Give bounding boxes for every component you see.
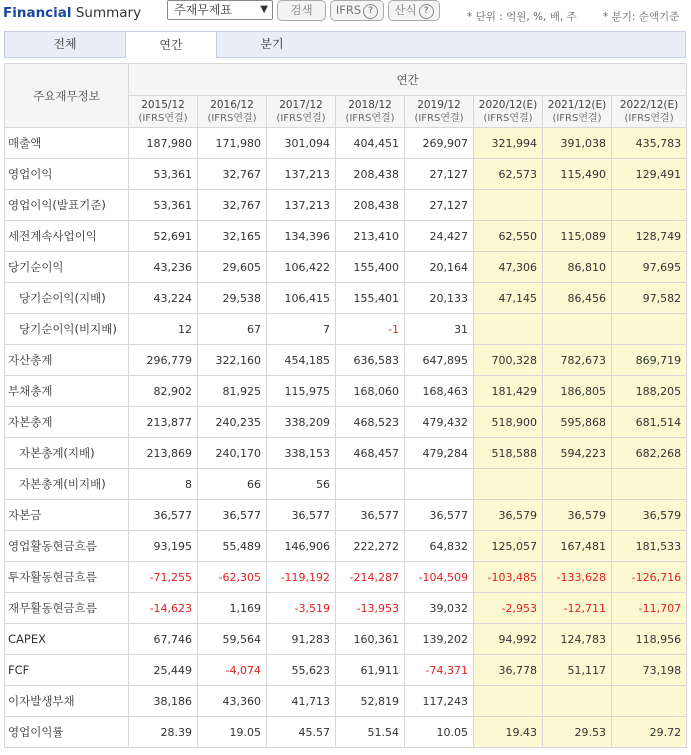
table-cell: 168,463: [405, 376, 474, 407]
column-basis: (IFRS연결): [207, 112, 257, 124]
column-basis: (IFRS연결): [624, 112, 674, 124]
table-cell: 45.57: [267, 717, 336, 748]
table-cell: 73,198: [612, 655, 687, 686]
table-cell: 38,186: [129, 686, 198, 717]
table-cell: 36,577: [405, 500, 474, 531]
column-period: 2020/12(E): [478, 98, 538, 111]
table-cell: 1,169: [198, 593, 267, 624]
table-cell: 117,243: [405, 686, 474, 717]
table-row: [5, 469, 687, 500]
table-cell: 43,236: [129, 252, 198, 283]
table-cell: 213,869: [129, 438, 198, 469]
table-cell: [612, 314, 687, 345]
row-label: 당기순이익(지배): [5, 283, 129, 314]
table-cell: 338,209: [267, 407, 336, 438]
table-cell: [474, 314, 543, 345]
table-cell: 115,975: [267, 376, 336, 407]
table-cell: 8: [129, 469, 198, 500]
table-cell: 682,268: [612, 438, 687, 469]
table-cell: 28.39: [129, 717, 198, 748]
table-cell: 139,202: [405, 624, 474, 655]
table-row: [5, 407, 687, 438]
table-cell: 86,810: [543, 252, 612, 283]
table-cell: 160,361: [336, 624, 405, 655]
table-cell: 137,213: [267, 190, 336, 221]
statement-type-value: 주재무제표: [174, 3, 232, 17]
table-cell: 97,695: [612, 252, 687, 283]
table-cell: 55,623: [267, 655, 336, 686]
row-label: 자본총계: [5, 407, 129, 438]
row-label: 투자활동현금흐름: [5, 562, 129, 593]
table-row: [5, 562, 687, 593]
table-cell: 404,451: [336, 128, 405, 159]
table-cell: 36,577: [129, 500, 198, 531]
table-row: [5, 159, 687, 190]
table-cell: 171,980: [198, 128, 267, 159]
table-cell: 106,422: [267, 252, 336, 283]
tab-quarterly[interactable]: 분기: [260, 37, 284, 51]
column-header: [336, 96, 405, 128]
table-cell: 47,306: [474, 252, 543, 283]
table-cell: 61,911: [336, 655, 405, 686]
column-period: 2015/12: [141, 98, 185, 111]
column-header: [474, 96, 543, 128]
column-header: [129, 96, 198, 128]
table-cell: 146,906: [267, 531, 336, 562]
table-cell: -3,519: [267, 593, 336, 624]
table-cell: 869,719: [612, 345, 687, 376]
table-cell: -4,074: [198, 655, 267, 686]
table-cell: 454,185: [267, 345, 336, 376]
table-cell: 36,579: [474, 500, 543, 531]
table-cell: [336, 469, 405, 500]
table-cell: 29.72: [612, 717, 687, 748]
table-cell: [543, 314, 612, 345]
table-cell: 155,401: [336, 283, 405, 314]
tab-annual[interactable]: 연간: [125, 31, 217, 58]
table-cell: 137,213: [267, 159, 336, 190]
table-cell: 51.54: [336, 717, 405, 748]
table-cell: 93,195: [129, 531, 198, 562]
table-cell: -71,255: [129, 562, 198, 593]
chevron-down-icon: ▼: [260, 4, 268, 15]
table-cell: 36,577: [198, 500, 267, 531]
table-cell: 43,360: [198, 686, 267, 717]
table-cell: 81,925: [198, 376, 267, 407]
fiscal-note: * 분기: 순액기준: [603, 11, 680, 23]
table-row: [5, 221, 687, 252]
table-cell: 115,490: [543, 159, 612, 190]
period-tabs: [4, 31, 686, 58]
table-row: [5, 593, 687, 624]
table-cell: 518,588: [474, 438, 543, 469]
table-cell: 700,328: [474, 345, 543, 376]
row-label: CAPEX: [5, 624, 129, 655]
table-cell: [543, 686, 612, 717]
table-row: [5, 438, 687, 469]
table-cell: 681,514: [612, 407, 687, 438]
row-label: 당기순이익: [5, 252, 129, 283]
help-icon: ?: [363, 4, 378, 19]
table-cell: 7: [267, 314, 336, 345]
row-label: 자산총계: [5, 345, 129, 376]
table-cell: 208,438: [336, 190, 405, 221]
row-label: 세전계속사업이익: [5, 221, 129, 252]
table-cell: 32,767: [198, 190, 267, 221]
table-cell: 125,057: [474, 531, 543, 562]
financial-summary-table: [4, 63, 687, 748]
table-cell: 91,283: [267, 624, 336, 655]
column-period: 2021/12(E): [547, 98, 607, 111]
table-cell: 213,877: [129, 407, 198, 438]
table-cell: 94,992: [474, 624, 543, 655]
table-row: [5, 252, 687, 283]
table-cell: 595,868: [543, 407, 612, 438]
row-label: 매출액: [5, 128, 129, 159]
column-period: 2017/12: [279, 98, 323, 111]
table-cell: 29.53: [543, 717, 612, 748]
column-period: 2018/12: [348, 98, 392, 111]
table-cell: 31: [405, 314, 474, 345]
table-cell: -12,711: [543, 593, 612, 624]
table-cell: 25,449: [129, 655, 198, 686]
table-cell: 27,127: [405, 190, 474, 221]
table-cell: 62,550: [474, 221, 543, 252]
ifrs-button-label: IFRS: [335, 3, 362, 17]
table-cell: [612, 469, 687, 500]
table-cell: 32,165: [198, 221, 267, 252]
table-cell: 41,713: [267, 686, 336, 717]
table-cell: [474, 686, 543, 717]
table-row: [5, 717, 687, 748]
table-cell: -13,953: [336, 593, 405, 624]
table-cell: 181,429: [474, 376, 543, 407]
unit-note: * 단위 : 억원, %, 배, 주: [467, 11, 577, 23]
table-cell: [405, 469, 474, 500]
table-cell: 124,783: [543, 624, 612, 655]
table-cell: 67: [198, 314, 267, 345]
column-basis: (IFRS연결): [414, 112, 464, 124]
table-cell: 134,396: [267, 221, 336, 252]
table-cell: 115,089: [543, 221, 612, 252]
table-cell: 86,456: [543, 283, 612, 314]
table-cell: 24,427: [405, 221, 474, 252]
column-period: 2022/12(E): [619, 98, 679, 111]
table-cell: 168,060: [336, 376, 405, 407]
ifrs-button[interactable]: [330, 0, 384, 21]
column-header: [543, 96, 612, 128]
table-cell: [612, 190, 687, 221]
table-row: [5, 314, 687, 345]
table-cell: 29,605: [198, 252, 267, 283]
table-cell: 435,783: [612, 128, 687, 159]
table-cell: 479,432: [405, 407, 474, 438]
row-label: 당기순이익(비지배): [5, 314, 129, 345]
table-cell: 269,907: [405, 128, 474, 159]
table-cell: 59,564: [198, 624, 267, 655]
table-cell: 208,438: [336, 159, 405, 190]
table-cell: 106,415: [267, 283, 336, 314]
row-label: 영업활동현금흐름: [5, 531, 129, 562]
table-cell: 647,895: [405, 345, 474, 376]
table-cell: [543, 190, 612, 221]
table-row: [5, 283, 687, 314]
table-cell: [474, 469, 543, 500]
row-label: 재무활동현금흐름: [5, 593, 129, 624]
table-cell: 518,900: [474, 407, 543, 438]
formula-button-label: 산식: [394, 3, 417, 17]
toolbar: [0, 0, 691, 28]
row-label: 영업이익: [5, 159, 129, 190]
table-cell: 213,410: [336, 221, 405, 252]
column-basis: (IFRS연결): [345, 112, 395, 124]
table-cell: [474, 190, 543, 221]
table-cell: 19.43: [474, 717, 543, 748]
column-basis: (IFRS연결): [552, 112, 602, 124]
table-cell: -103,485: [474, 562, 543, 593]
table-cell: 43,224: [129, 283, 198, 314]
table-cell: 64,832: [405, 531, 474, 562]
table-cell: -214,287: [336, 562, 405, 593]
table-cell: 240,235: [198, 407, 267, 438]
table-cell: 62,573: [474, 159, 543, 190]
table-row: [5, 655, 687, 686]
row-label: 자본총계(비지배): [5, 469, 129, 500]
table-cell: -14,623: [129, 593, 198, 624]
table-cell: 36,577: [336, 500, 405, 531]
search-button[interactable]: [277, 0, 326, 21]
table-cell: 12: [129, 314, 198, 345]
table-row: [5, 500, 687, 531]
table-cell: 479,284: [405, 438, 474, 469]
table-cell: 39,032: [405, 593, 474, 624]
table-cell: -1: [336, 314, 405, 345]
formula-button[interactable]: [388, 0, 440, 21]
table-cell: [543, 469, 612, 500]
table-cell: 129,491: [612, 159, 687, 190]
corner-header: 주요재무정보: [5, 64, 129, 128]
table-cell: 187,980: [129, 128, 198, 159]
table-cell: 155,400: [336, 252, 405, 283]
page-title: [3, 5, 141, 21]
table-cell: 118,956: [612, 624, 687, 655]
table-cell: 47,145: [474, 283, 543, 314]
table-cell: -133,628: [543, 562, 612, 593]
row-label: 자본금: [5, 500, 129, 531]
table-row: [5, 531, 687, 562]
row-label: 영업이익(발표기준): [5, 190, 129, 221]
table-cell: 82,902: [129, 376, 198, 407]
table-cell: 181,533: [612, 531, 687, 562]
table-cell: 97,582: [612, 283, 687, 314]
table-cell: 66: [198, 469, 267, 500]
table-cell: 51,117: [543, 655, 612, 686]
table-row: [5, 686, 687, 717]
table-cell: 20,133: [405, 283, 474, 314]
table-cell: 167,481: [543, 531, 612, 562]
table-cell: 468,523: [336, 407, 405, 438]
row-label: 부채총계: [5, 376, 129, 407]
help-icon: ?: [419, 4, 434, 19]
row-label: FCF: [5, 655, 129, 686]
table-cell: 321,994: [474, 128, 543, 159]
table-cell: 36,577: [267, 500, 336, 531]
table-cell: [612, 686, 687, 717]
table-row: [5, 190, 687, 221]
column-header: [612, 96, 687, 128]
table-cell: 67,746: [129, 624, 198, 655]
row-label: 자본총계(지배): [5, 438, 129, 469]
search-button-label: 검색: [290, 3, 313, 17]
table-cell: 338,153: [267, 438, 336, 469]
table-cell: 636,583: [336, 345, 405, 376]
table-row: [5, 624, 687, 655]
column-header: [405, 96, 474, 128]
table-cell: -74,371: [405, 655, 474, 686]
table-cell: 52,691: [129, 221, 198, 252]
table-cell: 32,767: [198, 159, 267, 190]
statement-type-select[interactable]: [167, 0, 273, 20]
table-cell: 36,579: [612, 500, 687, 531]
table-cell: 56: [267, 469, 336, 500]
table-cell: -126,716: [612, 562, 687, 593]
title-part1: Financial: [3, 5, 72, 21]
tab-all[interactable]: 전체: [53, 37, 77, 51]
annual-group-header: 연간: [129, 64, 687, 96]
table-cell: 782,673: [543, 345, 612, 376]
table-cell: 36,579: [543, 500, 612, 531]
table-cell: 594,223: [543, 438, 612, 469]
table-cell: 322,160: [198, 345, 267, 376]
table-cell: 10.05: [405, 717, 474, 748]
table-cell: 55,489: [198, 531, 267, 562]
table-row: [5, 376, 687, 407]
table-cell: 301,094: [267, 128, 336, 159]
table-cell: -62,305: [198, 562, 267, 593]
table-cell: 29,538: [198, 283, 267, 314]
row-label: 영업이익률: [5, 717, 129, 748]
row-label: 이자발생부채: [5, 686, 129, 717]
column-basis: (IFRS연결): [138, 112, 188, 124]
column-period: 2016/12: [210, 98, 254, 111]
table-cell: 222,272: [336, 531, 405, 562]
table-cell: 53,361: [129, 190, 198, 221]
table-cell: 52,819: [336, 686, 405, 717]
table-cell: 53,361: [129, 159, 198, 190]
column-basis: (IFRS연결): [483, 112, 533, 124]
table-cell: 20,164: [405, 252, 474, 283]
column-header: [198, 96, 267, 128]
table-cell: 186,805: [543, 376, 612, 407]
column-period: 2019/12: [417, 98, 461, 111]
table-cell: -119,192: [267, 562, 336, 593]
table-cell: 27,127: [405, 159, 474, 190]
table-cell: -104,509: [405, 562, 474, 593]
table-cell: 391,038: [543, 128, 612, 159]
table-cell: 128,749: [612, 221, 687, 252]
table-cell: -2,953: [474, 593, 543, 624]
table-row: [5, 345, 687, 376]
column-header: [267, 96, 336, 128]
title-part2: Summary: [75, 5, 142, 21]
table-cell: 240,170: [198, 438, 267, 469]
table-row: [5, 128, 687, 159]
table-cell: 188,205: [612, 376, 687, 407]
column-basis: (IFRS연결): [276, 112, 326, 124]
table-cell: 19.05: [198, 717, 267, 748]
table-cell: 468,457: [336, 438, 405, 469]
table-cell: -11,707: [612, 593, 687, 624]
table-cell: 296,779: [129, 345, 198, 376]
table-cell: 36,778: [474, 655, 543, 686]
